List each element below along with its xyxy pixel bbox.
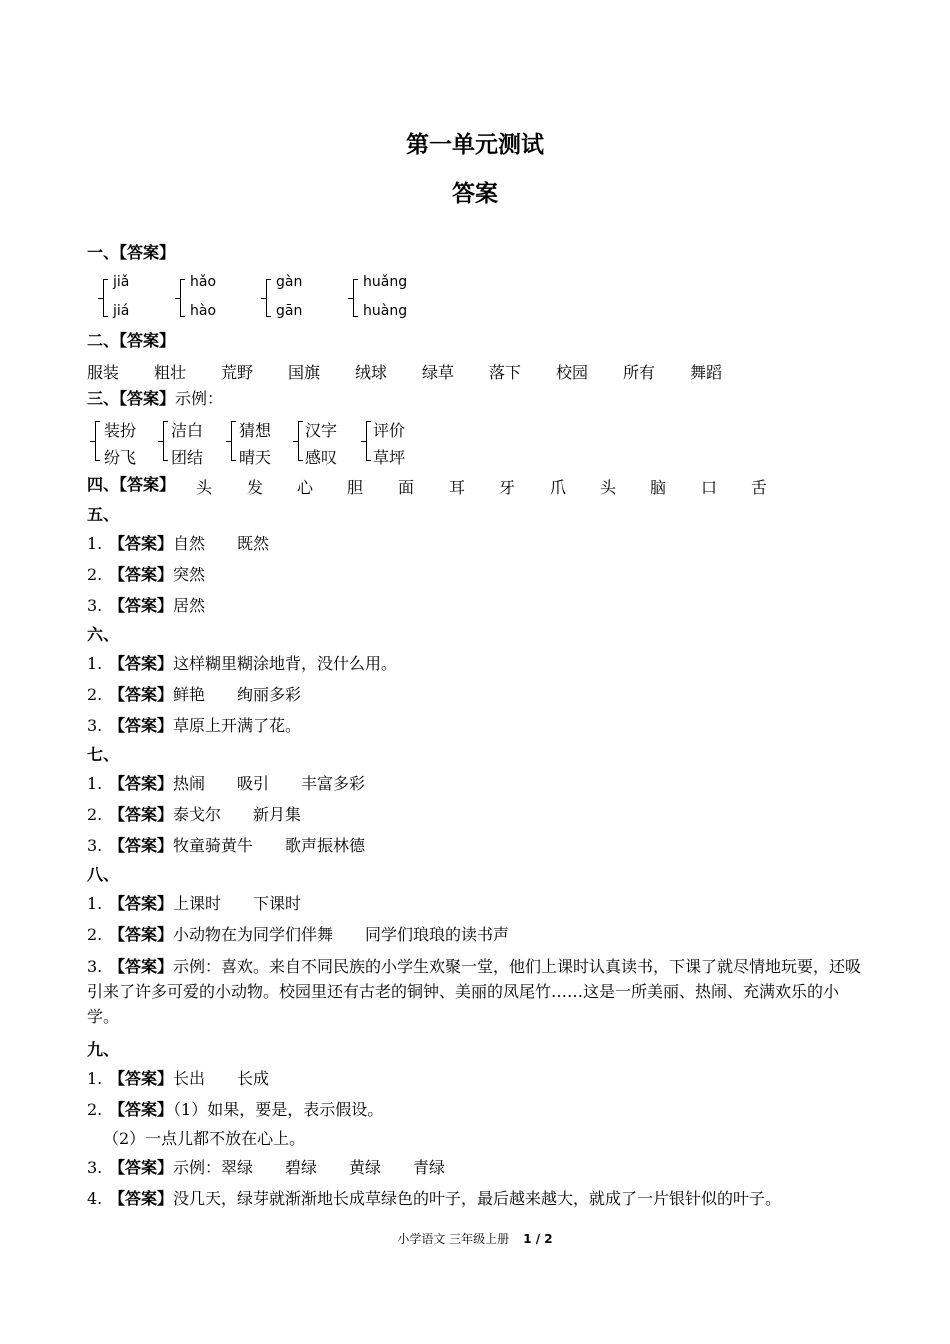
section-8-item-2: 2. 【答案】小动物在为同学们伴舞 同学们琅琅的读书声 [87, 925, 510, 944]
section-8-item-3: 3. 【答案】示例：喜欢。来自不同民族的小学生欢聚一堂，他们上课时认真读书，下课了就尽情地玩要，还吸引来了许多可爱的小动物。校园里还有古老的铜钟、美丽的凤尾竹……这是一所美丽、热闹、充满欢乐的小学。 [87, 957, 862, 1026]
section-9-item-1: 1. 【答案】长出 长成 [87, 1069, 270, 1088]
brace-icon [180, 279, 186, 317]
section-7-item-2: 2. 【答案】泰戈尔 新月集 [87, 805, 302, 824]
section-5-item-1: 1. 【答案】自然 既然 [87, 534, 270, 553]
section-9-item-2: 2. 【答案】（1）如果，要是，表示假设。 [87, 1100, 384, 1119]
section-6-item-2: 2. 【答案】鲜艳 绚丽多彩 [87, 685, 302, 704]
brace-icon [163, 421, 169, 461]
word: 耳 [449, 478, 466, 497]
word: 粗壮 [154, 363, 187, 382]
brace-icon [231, 421, 237, 461]
section-6-item-3: 3. 【答案】草原上开满了花。 [87, 716, 302, 735]
word: 心 [297, 478, 314, 497]
word: 牙 [499, 478, 516, 497]
pinyin-item: hào [190, 303, 217, 319]
word: 国旗 [288, 363, 321, 382]
word: 头 [600, 478, 617, 497]
word: 面 [398, 478, 415, 497]
section-7-item-3: 3. 【答案】牧童骑黄牛 歌声振林德 [87, 836, 366, 855]
word: 落下 [489, 363, 522, 382]
word: 猜想 [239, 421, 272, 440]
section-8-heading: 八、 [87, 865, 120, 884]
section-5-item-3: 3. 【答案】居然 [87, 596, 206, 615]
word: 校园 [556, 363, 589, 382]
section-6-heading: 六、 [87, 625, 120, 644]
section-8-item-1: 1. 【答案】上课时 下课时 [87, 894, 302, 913]
section-5-item-2: 2. 【答案】突然 [87, 565, 206, 584]
pinyin-item: jiǎ [113, 274, 130, 290]
word: 荒野 [221, 363, 254, 382]
page-subtitle: 答案 [452, 181, 498, 207]
footer-text: 小学语文 三年级上册 [397, 1232, 510, 1246]
word: 脑 [650, 478, 667, 497]
brace-icon [103, 279, 109, 317]
word: 服装 [87, 363, 120, 382]
pinyin-item: gān [276, 303, 303, 319]
pinyin-item: huàng [363, 303, 408, 319]
word: 头 [196, 478, 213, 497]
section-9-heading: 九、 [87, 1040, 120, 1059]
section-3-heading: 三、【答案】示例： [87, 389, 224, 408]
brace-icon [95, 421, 101, 461]
section-9-item-3: 3. 【答案】示例：翠绿 碧绿 黄绿 青绿 [87, 1158, 446, 1177]
word: 绿草 [422, 363, 455, 382]
word: 爪 [550, 478, 567, 497]
brace-icon [266, 279, 272, 317]
word: 晴天 [239, 448, 272, 467]
section-7-heading: 七、 [87, 745, 120, 764]
word: 所有 [623, 363, 656, 382]
word: 舞蹈 [690, 363, 723, 382]
page-footer [0, 1230, 950, 1247]
pinyin-item: hǎo [190, 274, 217, 290]
word: 绒球 [355, 363, 388, 382]
word: 装扮 [104, 421, 137, 440]
brace-icon [366, 421, 372, 461]
section-1-heading: 一、【答案】 [87, 243, 176, 262]
page-number: 1 / 2 [523, 1232, 553, 1246]
word: 评价 [373, 421, 406, 440]
page-title: 第一单元测试 [406, 132, 544, 158]
brace-icon [353, 279, 359, 317]
word: 纷飞 [104, 448, 137, 467]
word: 团结 [171, 448, 204, 467]
section-7-item-1: 1. 【答案】热闹 吸引 丰富多彩 [87, 774, 366, 793]
word: 舌 [751, 478, 768, 497]
section-5-heading: 五、 [87, 505, 120, 524]
pinyin-item: gàn [276, 274, 303, 290]
word: 洁白 [171, 421, 204, 440]
section-6-item-1: 1. 【答案】这样糊里糊涂地背，没什么用。 [87, 654, 398, 673]
word: 发 [247, 478, 264, 497]
word: 汉字 [305, 421, 338, 440]
word: 口 [701, 478, 718, 497]
word: 胆 [347, 478, 364, 497]
section-9-item-4: 4. 【答案】没几天，绿芽就渐渐地长成草绿色的叶子，最后越来越大，就成了一片银针似的叶子。 [87, 1189, 782, 1208]
word: 草坪 [373, 448, 406, 467]
pinyin-item: huǎng [363, 274, 408, 290]
section-4-heading: 四、【答案】 [87, 475, 176, 494]
word: 感叹 [305, 448, 338, 467]
brace-icon [298, 421, 304, 461]
section-2-heading: 二、【答案】 [87, 331, 176, 350]
section-9-item-2-sub: （2）一点儿都不放在心上。 [103, 1129, 306, 1148]
pinyin-item: jiá [113, 303, 130, 319]
